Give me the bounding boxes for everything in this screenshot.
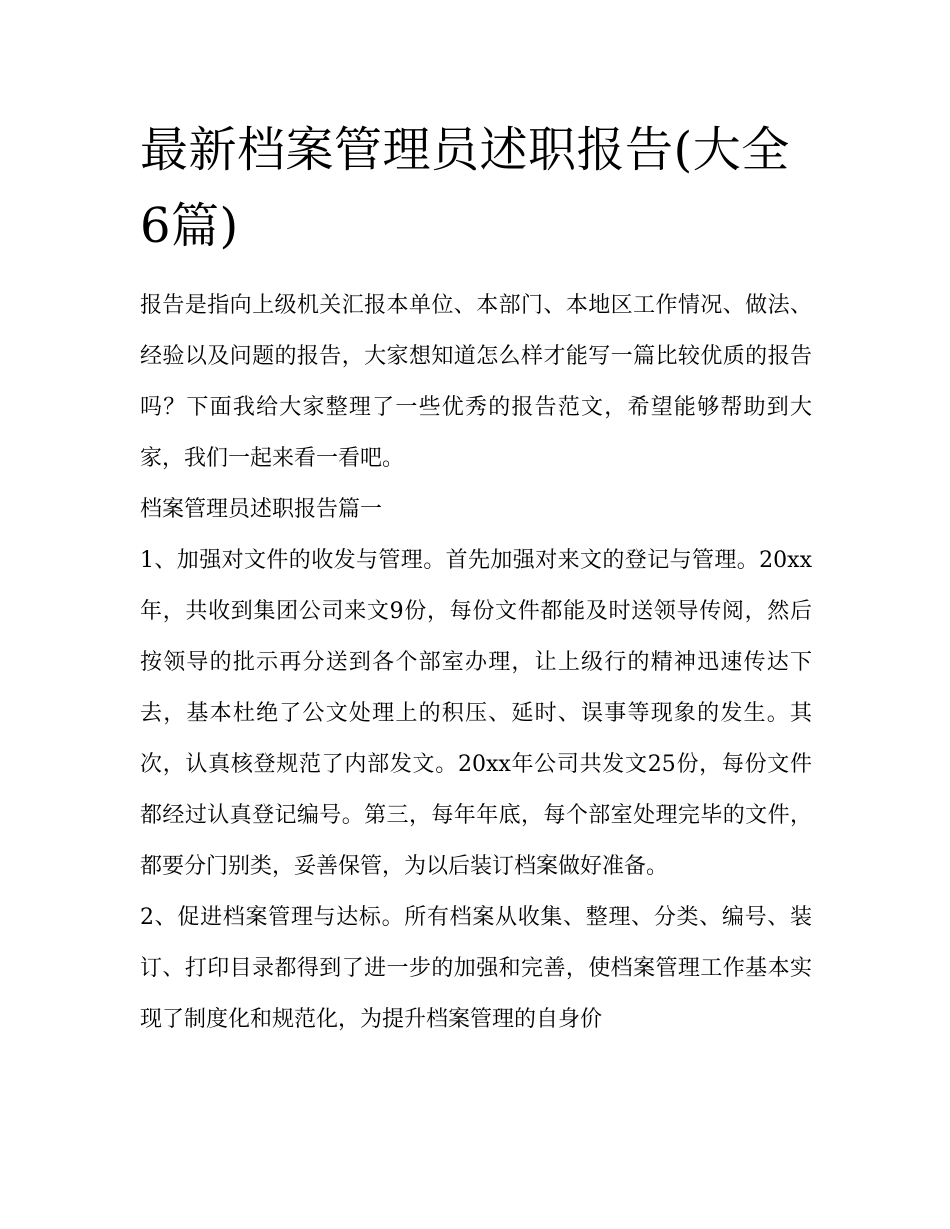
paragraph-1: 1、加强对文件的收发与管理。首先加强对来文的登记与管理。20xx年，共收到集团公司来文9份，每份文件都能及时送领导传阅，然后按领导的批示再分送到各个部室办理，让上级行的精神迅速传达下去，基本杜绝了公文处理上的积压、延时、误事等现象的发生。其次，认真核登规范了内部发文。20xx年公司共发文25份，每份文件都经过认真登记编号。第三，每年年底，每个部室处理完毕的文件，都要分门别类，妥善保管，为以后装订档案做好准备。 — [140, 548, 812, 879]
document-page — [140, 112, 812, 1045]
section-heading: 档案管理员述职报告篇一 — [140, 497, 383, 522]
intro-paragraph: 报告是指向上级机关汇报本单位、本部门、本地区工作情况、做法、经验以及问题的报告，大家想知道怎么样才能写一篇比较优质的报告吗？下面我给大家整理了一些优秀的报告范文，希望能够帮助到大家，我们一起来看一看吧。 — [140, 293, 812, 471]
document-title: 最新档案管理员述职报告(大全6篇) — [140, 122, 790, 254]
paragraph-2: 2、促进档案管理与达标。所有档案从收集、整理、分类、编号、装订、打印目录都得到了进一步的加强和完善，使档案管理工作基本实现了制度化和规范化，为提升档案管理的自身价 — [140, 905, 812, 1032]
